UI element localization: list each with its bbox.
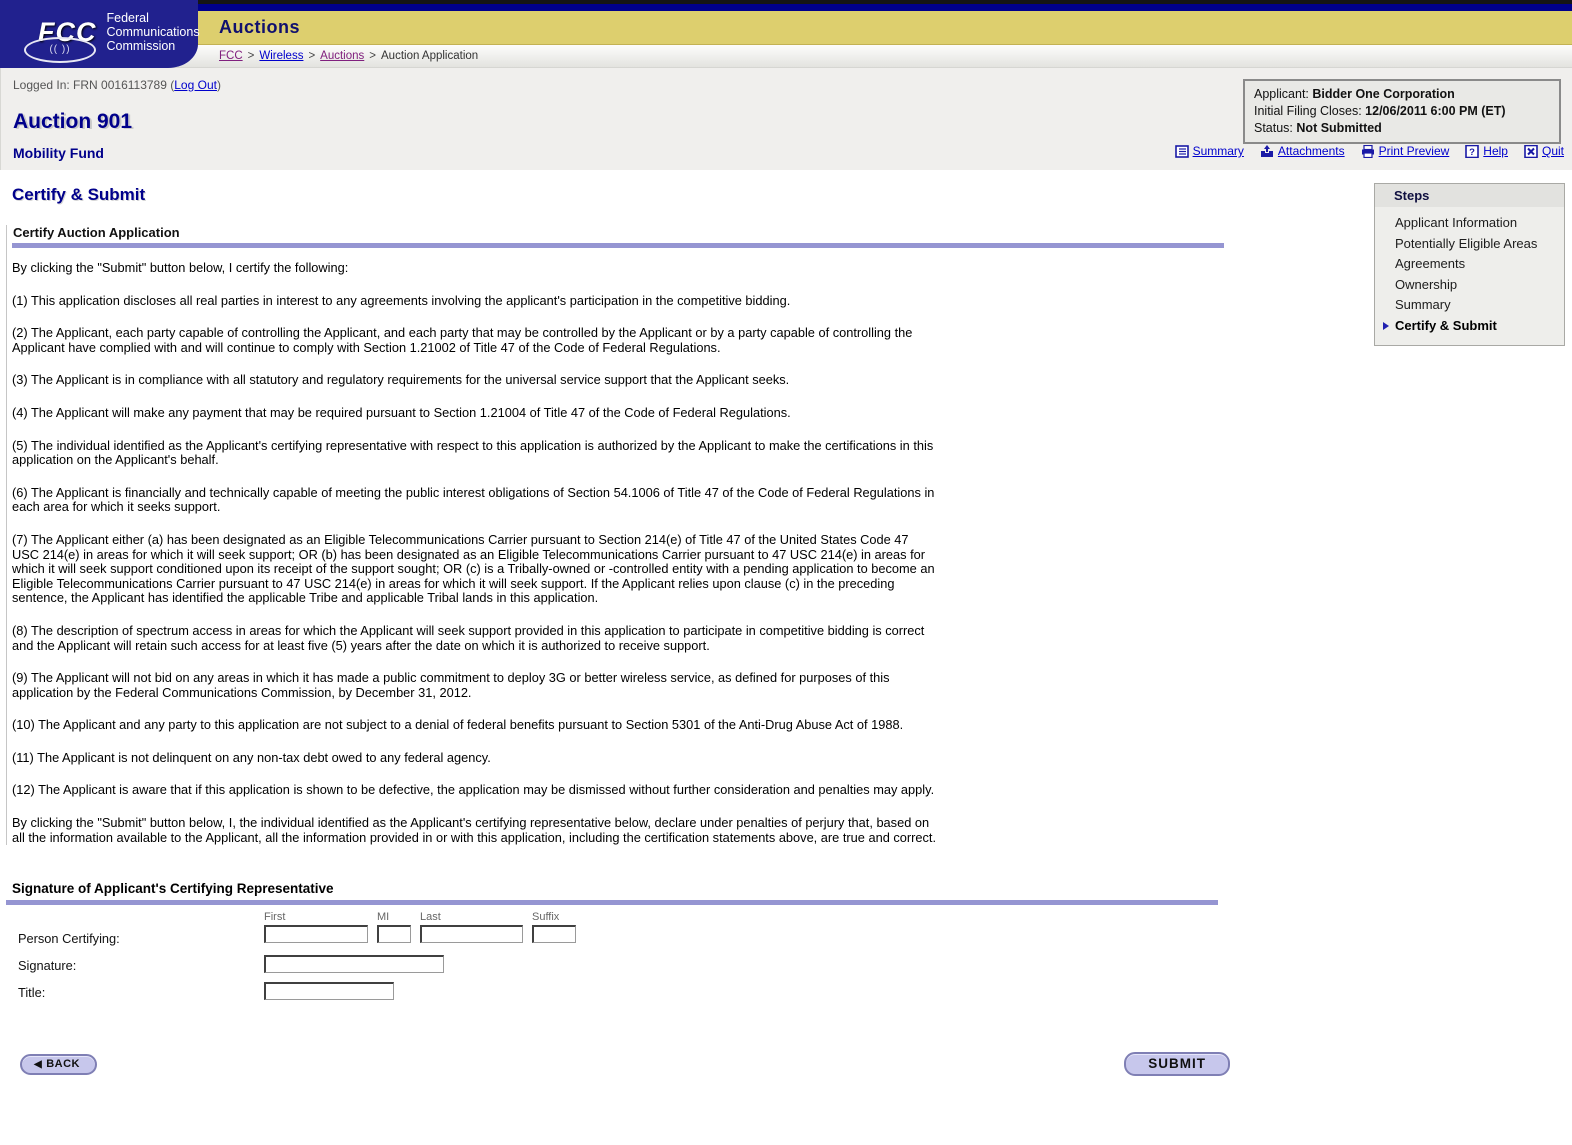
signature-form (6, 911, 1572, 1026)
certification-paragraph: (6) The Applicant is financially and technically capable of meeting the public interest obligations of Section 54.1006 of Title 47 of the Code of Federal Regulations in each area for which it seeks support. (12, 484, 935, 515)
step-item[interactable] (1375, 213, 1564, 234)
first-name-input[interactable] (264, 925, 368, 943)
fcc-logo-text: FCC (38, 16, 97, 47)
breadcrumb-separator: > (369, 50, 376, 62)
certification-section (6, 225, 1227, 845)
back-arrow-icon: ◀ (34, 1058, 43, 1070)
attachments-icon (1260, 145, 1274, 158)
attachments-link[interactable]: Attachments (1260, 144, 1345, 158)
certification-paragraph: (11) The Applicant is not delinquent on any non-tax debt owed to any federal agency. (12, 749, 491, 765)
first-name-label: First (264, 911, 286, 924)
status-row: Status: Not Submitted (1254, 121, 1382, 135)
breadcrumb-separator: > (308, 50, 316, 62)
step-item[interactable] (1375, 316, 1564, 337)
last-name-label: Last (420, 911, 441, 924)
certification-paragraph: (2) The Applicant, each party capable of controlling the Applicant, and each party that may be controlled by the Applicant or by a party capable of controlling the Applicant have complied with and will continue to comply with Section 1.21002 of Title 47 of the Code of Federal Regulations. (12, 325, 913, 355)
step-item[interactable] (1375, 295, 1564, 316)
submit-button[interactable]: SUBMIT (1124, 1052, 1230, 1076)
banner (0, 11, 1572, 45)
middle-initial-label: MI (377, 911, 390, 924)
filing-closes-row: Initial Filing Closes: 12/06/2011 6:00 PM (ET) (1254, 104, 1506, 118)
first-name-field-group (264, 911, 368, 943)
logged-in-status: Logged In: FRN 0016113789 (Log Out) (13, 78, 221, 92)
certification-paragraph: By clicking the "Submit" button below, I, the individual identified as the Applicant's certifying representative below, declare under penalties of perjury that, based on all the information available to the Applicant, all the information provided in or with this application, including the certification statements above, are true and correct. (12, 815, 937, 845)
auction-title: Auction 901 (13, 110, 133, 133)
fcc-logo (0, 0, 198, 68)
middle-initial-field-group (377, 911, 411, 943)
page-header-area (0, 68, 1572, 170)
certify-section-title: Certify Auction Application (13, 225, 180, 240)
certification-paragraph: (9) The Applicant will not bid on any areas in which it has made a public commitment to deploy 3G or better wireless service, as defined for purposes of this application by the Federal Communications Commission, by December 31, 2012. (12, 670, 890, 700)
certification-paragraph: (7) The Applicant either (a) has been designated as an Eligible Telecommunications Carrier pursuant to Section 214(e) of Title 47 of the United States Code 47 USC 214(e) in areas for which it will seek support; OR (b) has been designated as an Eligible Telecommunications Carrier pursuant to 47 USC 214(e) in areas for which it will seek support conditioned upon its receipt of the support sought; OR (c) is a Tribally-owned or -controlled entity with a pending application to become an Eligible Telecommunications Carrier pursuant to 47 USC 214(e) in areas for which it will seek support. If the Applicant relies upon clause (c) in the preceding sentence, the Applicant has identified the applicable Tribe and applicable Tribal lands in this application. (12, 531, 935, 606)
signature-divider-bar (6, 900, 1218, 905)
certify-intro: By clicking the "Submit" button below, I certify the following: (12, 260, 349, 275)
step-label: Certify & Submit (1395, 317, 1497, 333)
step-item[interactable] (1375, 254, 1564, 275)
breadcrumb (0, 45, 1572, 68)
main-content (0, 185, 1572, 1076)
back-button[interactable]: ◀ BACK (20, 1054, 97, 1075)
signature-section-title: Signature of Applicant's Certifying Representative (12, 881, 334, 897)
applicant-name: Bidder One Corporation (1312, 87, 1455, 101)
current-step-arrow-icon (1383, 322, 1389, 330)
certification-paragraph: (3) The Applicant is in compliance with all statutory and regulatory requirements for the universal service support that the Applicant seeks. (12, 372, 790, 388)
fcc-org-name: Federal Communications Commission (106, 11, 200, 53)
signature-input[interactable] (264, 955, 444, 973)
step-label: Agreements (1395, 256, 1466, 271)
page-title: Certify & Submit (12, 185, 146, 204)
last-name-field-group (420, 911, 523, 943)
quit-link[interactable]: Quit (1524, 144, 1564, 158)
certification-text (12, 248, 937, 845)
breadcrumb-link-auctions[interactable]: Auctions (320, 50, 365, 62)
certification-paragraph: (8) The description of spectrum access in areas for which the Applicant will seek support provided in this application to participate in competitive bidding is correct and the Applicant will retain such access for at least five (5) years after the date on which it is authorized to receive support. (12, 622, 925, 653)
signature-section (6, 881, 1572, 1026)
certification-paragraph: (12) The Applicant is aware that if this application is shown to be defective, the application may be dismissed without further consideration and penalties may apply. (12, 782, 935, 798)
print-preview-icon (1361, 145, 1375, 158)
certification-paragraphs (12, 294, 937, 846)
applicant-row: Applicant: Bidder One Corporation (1254, 87, 1455, 101)
help-icon (1465, 145, 1479, 158)
person-certifying-fields (264, 911, 576, 943)
quit-icon (1524, 145, 1538, 158)
middle-initial-input[interactable] (377, 925, 411, 943)
signature-label: Signature: (18, 958, 77, 974)
suffix-input[interactable] (532, 925, 576, 943)
steps-list (1375, 207, 1564, 345)
certification-paragraph: (4) The Applicant will make any payment that may be required pursuant to Section 1.21004 of Title 47 of the Code of Federal Regulations. (12, 404, 791, 420)
steps-title: Steps (1375, 184, 1564, 207)
summary-icon (1175, 145, 1189, 158)
step-label: Summary (1395, 297, 1451, 312)
certification-paragraph: (1) This application discloses all real parties in interest to any agreements involving the applicant's participation in the competitive bidding. (12, 292, 791, 308)
log-out-link[interactable]: Log Out (174, 78, 217, 92)
status-value: Not Submitted (1296, 121, 1382, 135)
fcc-logo-mark (38, 16, 97, 55)
toolbar (1175, 144, 1564, 158)
steps-panel (1374, 183, 1565, 346)
breadcrumb-link-wireless[interactable]: Wireless (259, 50, 304, 62)
title-input[interactable] (264, 982, 394, 1000)
svg-text:?: ? (1469, 146, 1476, 158)
print-preview-link[interactable]: Print Preview (1361, 144, 1450, 158)
banner-title: Auctions (219, 17, 301, 37)
person-certifying-label: Person Certifying: (18, 931, 120, 947)
top-navy-bar (0, 4, 1572, 11)
suffix-label: Suffix (532, 911, 560, 924)
step-label: Applicant Information (1395, 215, 1518, 230)
step-label: Potentially Eligible Areas (1395, 235, 1538, 251)
title-label: Title: (18, 985, 46, 1001)
button-row (20, 1052, 1230, 1076)
step-label: Ownership (1395, 276, 1458, 292)
summary-link[interactable]: Summary (1175, 144, 1244, 158)
step-item[interactable] (1375, 275, 1564, 296)
breadcrumb-link-fcc[interactable]: FCC (219, 50, 243, 62)
help-link[interactable]: ? Help (1465, 144, 1508, 158)
applicant-info-box (1243, 79, 1561, 144)
suffix-field-group (532, 911, 576, 943)
last-name-input[interactable] (420, 925, 523, 943)
certification-paragraph: (5) The individual identified as the Applicant's certifying representative with respect to this application is authorized by the Applicant to make the certifications in this application on the Applicant's behalf. (12, 437, 934, 468)
breadcrumb-separator: > (247, 50, 255, 62)
certification-paragraph: (10) The Applicant and any party to this application are not subject to a denial of federal benefits pursuant to Section 5301 of the Anti-Drug Abuse Act of 1988. (12, 717, 904, 733)
fcc-radio-wave-icon: (( )) (24, 37, 96, 63)
breadcrumb-current-page: Auction Application (381, 50, 479, 62)
step-item[interactable] (1375, 234, 1564, 255)
filing-closes-value: 12/06/2011 6:00 PM (ET) (1365, 104, 1506, 118)
auction-subtitle: Mobility Fund (13, 145, 104, 161)
